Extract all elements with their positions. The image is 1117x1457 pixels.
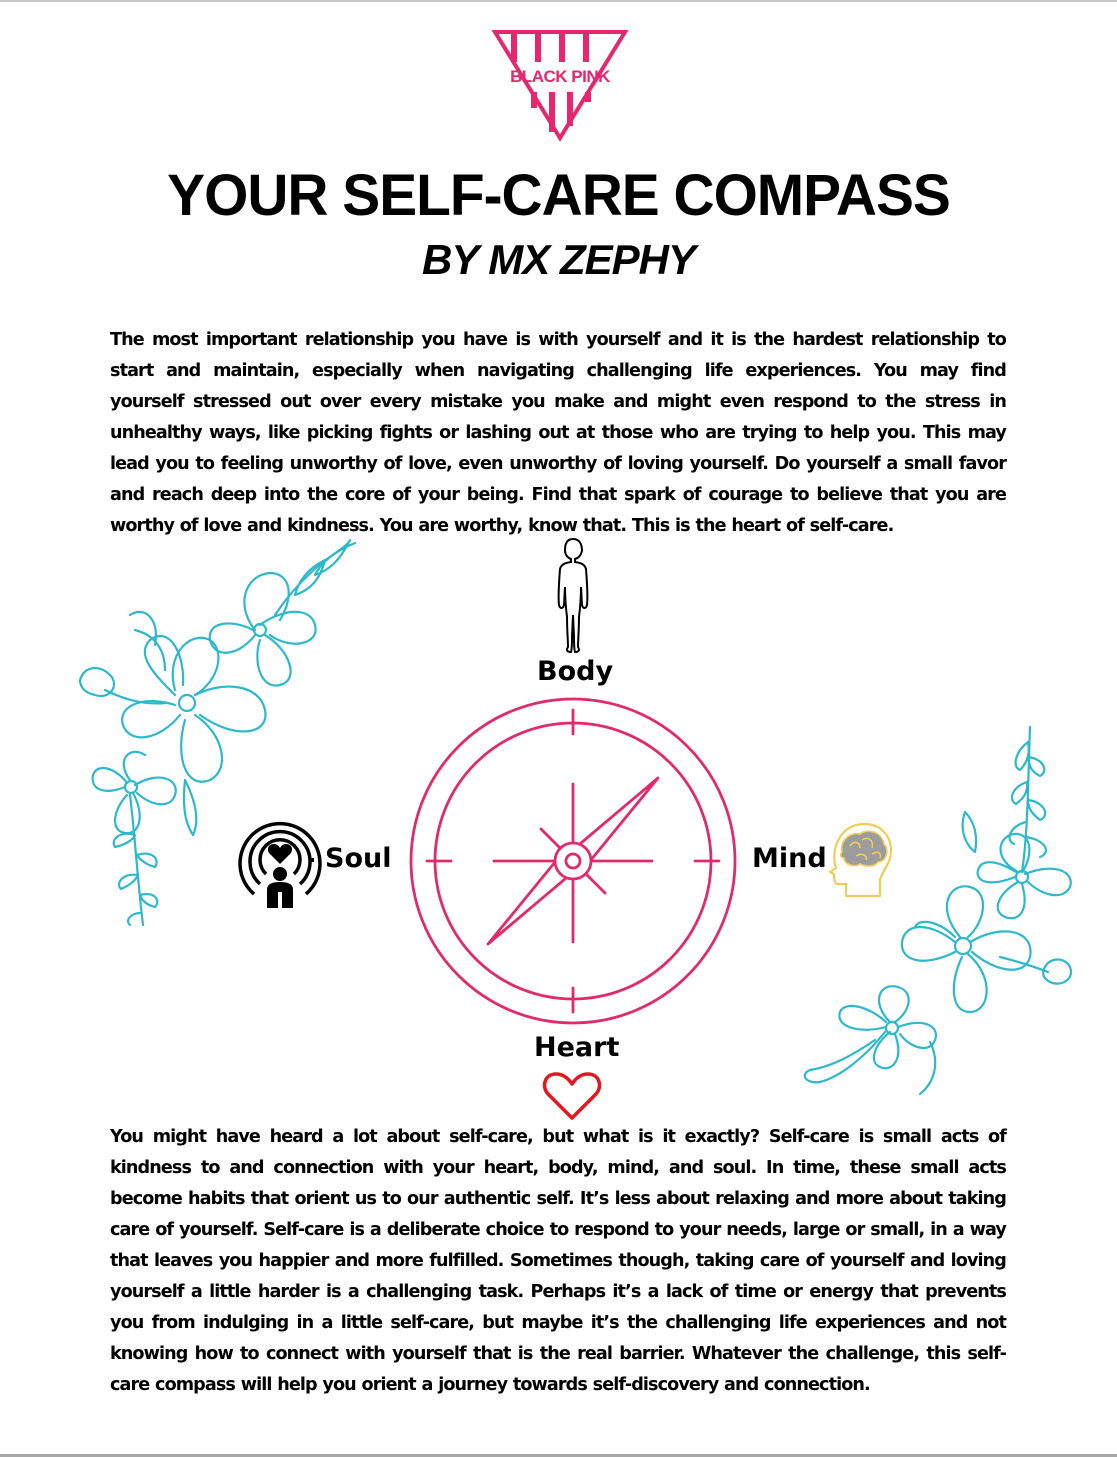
- page-subtitle: BY MX ZEPHY: [422, 236, 695, 283]
- logo-wordmark: BLACK PINK: [510, 67, 610, 86]
- blackpink-logo: [493, 30, 627, 140]
- body-paragraph: You might have heard a lot about self-care, but what is it exactly? Self-care is small acts of kindness to and connection with your heart, body, mind, and soul. In time, these small acts become habits that orient us to our authentic self. It’s less about relaxing and more about taking care of yourself. Self-care is a deliberate choice to respond to your needs, large or small, in a way that leaves you happier and more fulfilled. Sometimes though, taking care of yourself and loving yourself a little harder is a challenging task. Perhaps it’s a lack of time or energy that prevents you from indulging in a little self-care, but maybe it’s the challenging life experiences and not knowing how to connect with yourself that is the real barrier. Whatever the challenge, this self-care compass will help you orient a journey towards self-discovery and connection.: [110, 1127, 1006, 1395]
- intro-paragraph: The most important relationship you have is with yourself and it is the hardest relationship to start and maintain, especially when navigating challenging life experiences. You may find yourself stressed out over every mistake you make and might even respond to the stress in unhealthy ways, like picking fights or lashing out at those who are trying to help you. This may lead you to feeling unworthy of love, even unworthy of loving yourself. Do yourself a small favor and reach deep into the core of your being. Find that spark of courage to believe that you are worthy of love and kindness. You are worthy, know that. This is the heart of self-care.: [110, 330, 1006, 536]
- compass-label-heart: Heart: [534, 1032, 620, 1063]
- mind-head-brain-icon: [826, 820, 896, 900]
- body-person-icon: [554, 537, 592, 655]
- heart-outline-icon: [541, 1070, 603, 1122]
- compass-label-mind: Mind: [752, 843, 827, 874]
- page-top-border: [0, 0, 1117, 2]
- page-title: YOUR SELF-CARE COMPASS: [167, 163, 950, 228]
- compass-label-body: Body: [537, 656, 614, 687]
- compass-icon: [408, 696, 738, 1026]
- floral-right-icon: [790, 722, 1080, 1097]
- soul-person-heart-icon: [234, 812, 326, 910]
- compass-label-soul: Soul: [325, 843, 392, 874]
